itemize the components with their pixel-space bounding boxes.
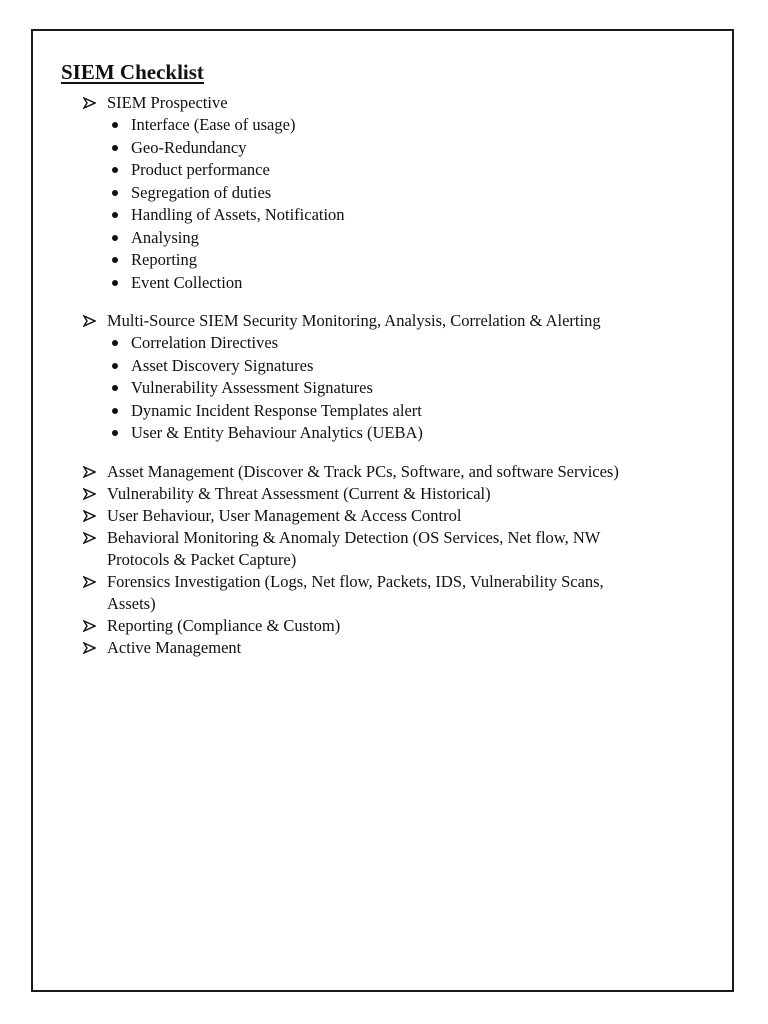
bullet-list bbox=[61, 332, 641, 445]
list-item-text: Event Collection bbox=[131, 272, 243, 292]
list-item bbox=[61, 272, 641, 295]
bullet-icon bbox=[112, 257, 118, 263]
list-item bbox=[61, 204, 641, 227]
checklist-plain-list bbox=[61, 461, 641, 659]
checklist-item bbox=[61, 637, 641, 659]
section-heading-text: Multi-Source SIEM Security Monitoring, Analysis, Correlation & Alerting bbox=[107, 311, 601, 330]
section-heading-text: SIEM Prospective bbox=[107, 93, 228, 112]
list-item-text: Product performance bbox=[131, 160, 270, 179]
list-item bbox=[61, 182, 641, 205]
checklist-item bbox=[61, 483, 641, 505]
list-item-text: Reporting bbox=[131, 250, 197, 269]
checklist-item-text: Behavioral Monitoring & Anomaly Detection (OS Services, Net flow, NW Protocols & Packet Capture) bbox=[107, 527, 601, 569]
bullet-icon bbox=[112, 385, 118, 391]
checklist-item bbox=[61, 571, 641, 615]
bullet-icon bbox=[112, 430, 118, 436]
checklist-item bbox=[61, 505, 641, 527]
page-title: SIEM Checklist bbox=[61, 60, 204, 84]
bullet-icon bbox=[112, 235, 118, 241]
bullet-icon bbox=[112, 167, 118, 173]
arrowhead-icon bbox=[83, 571, 97, 593]
list-item-text: Asset Discovery Signatures bbox=[131, 355, 314, 375]
arrowhead-icon bbox=[83, 615, 97, 637]
arrowhead-icon bbox=[83, 483, 97, 505]
checklist-section bbox=[61, 92, 641, 294]
bullet-icon bbox=[112, 145, 118, 151]
document-content bbox=[61, 59, 641, 659]
checklist-item bbox=[61, 461, 641, 483]
section-heading bbox=[61, 310, 641, 332]
bullet-list bbox=[61, 114, 641, 294]
checklist-item bbox=[61, 527, 641, 571]
checklist-section bbox=[61, 310, 641, 445]
list-item-text: Handling of Assets, Notification bbox=[131, 205, 345, 224]
checklist-item-text: Vulnerability & Threat Assessment (Current & Historical) bbox=[107, 483, 491, 503]
list-item bbox=[61, 355, 641, 378]
list-item bbox=[61, 227, 641, 250]
checklist-item-text: Active Management bbox=[107, 637, 242, 657]
list-item bbox=[61, 114, 641, 137]
arrowhead-icon bbox=[83, 527, 97, 549]
list-item bbox=[61, 249, 641, 272]
bullet-icon bbox=[112, 212, 118, 218]
list-item bbox=[61, 137, 641, 160]
checklist-item bbox=[61, 615, 641, 637]
list-item-text: Correlation Directives bbox=[131, 333, 279, 352]
bullet-icon bbox=[112, 190, 118, 196]
list-item-text: Geo-Redundancy bbox=[131, 137, 247, 157]
arrowhead-icon bbox=[83, 310, 97, 332]
bullet-icon bbox=[112, 363, 118, 369]
list-item bbox=[61, 377, 641, 400]
list-item bbox=[61, 400, 641, 423]
checklist-item-text: Asset Management (Discover & Track PCs, Software, and software Services) bbox=[107, 461, 619, 481]
list-item bbox=[61, 422, 641, 445]
list-item-text: User & Entity Behaviour Analytics (UEBA) bbox=[131, 423, 423, 442]
arrowhead-icon bbox=[83, 505, 97, 527]
checklist-item-text: User Behaviour, User Management & Access Control bbox=[107, 505, 462, 525]
arrowhead-icon bbox=[83, 461, 97, 483]
list-item-text: Analysing bbox=[131, 227, 199, 247]
bullet-icon bbox=[112, 122, 118, 128]
list-item-text: Segregation of duties bbox=[131, 182, 272, 202]
section-heading bbox=[61, 92, 641, 114]
arrowhead-icon bbox=[83, 637, 97, 659]
list-item-text: Dynamic Incident Response Templates alert bbox=[131, 400, 422, 420]
bullet-icon bbox=[112, 280, 118, 286]
list-item-text: Vulnerability Assessment Signatures bbox=[131, 378, 373, 397]
list-item bbox=[61, 159, 641, 182]
bullet-icon bbox=[112, 340, 118, 346]
list-item bbox=[61, 332, 641, 355]
bullet-icon bbox=[112, 408, 118, 414]
list-item-text: Interface (Ease of usage) bbox=[131, 115, 296, 134]
checklist-item-text: Reporting (Compliance & Custom) bbox=[107, 615, 341, 635]
checklist-item-text: Forensics Investigation (Logs, Net flow, Packets, IDS, Vulnerability Scans, Assets) bbox=[107, 571, 604, 613]
arrowhead-icon bbox=[83, 92, 97, 114]
